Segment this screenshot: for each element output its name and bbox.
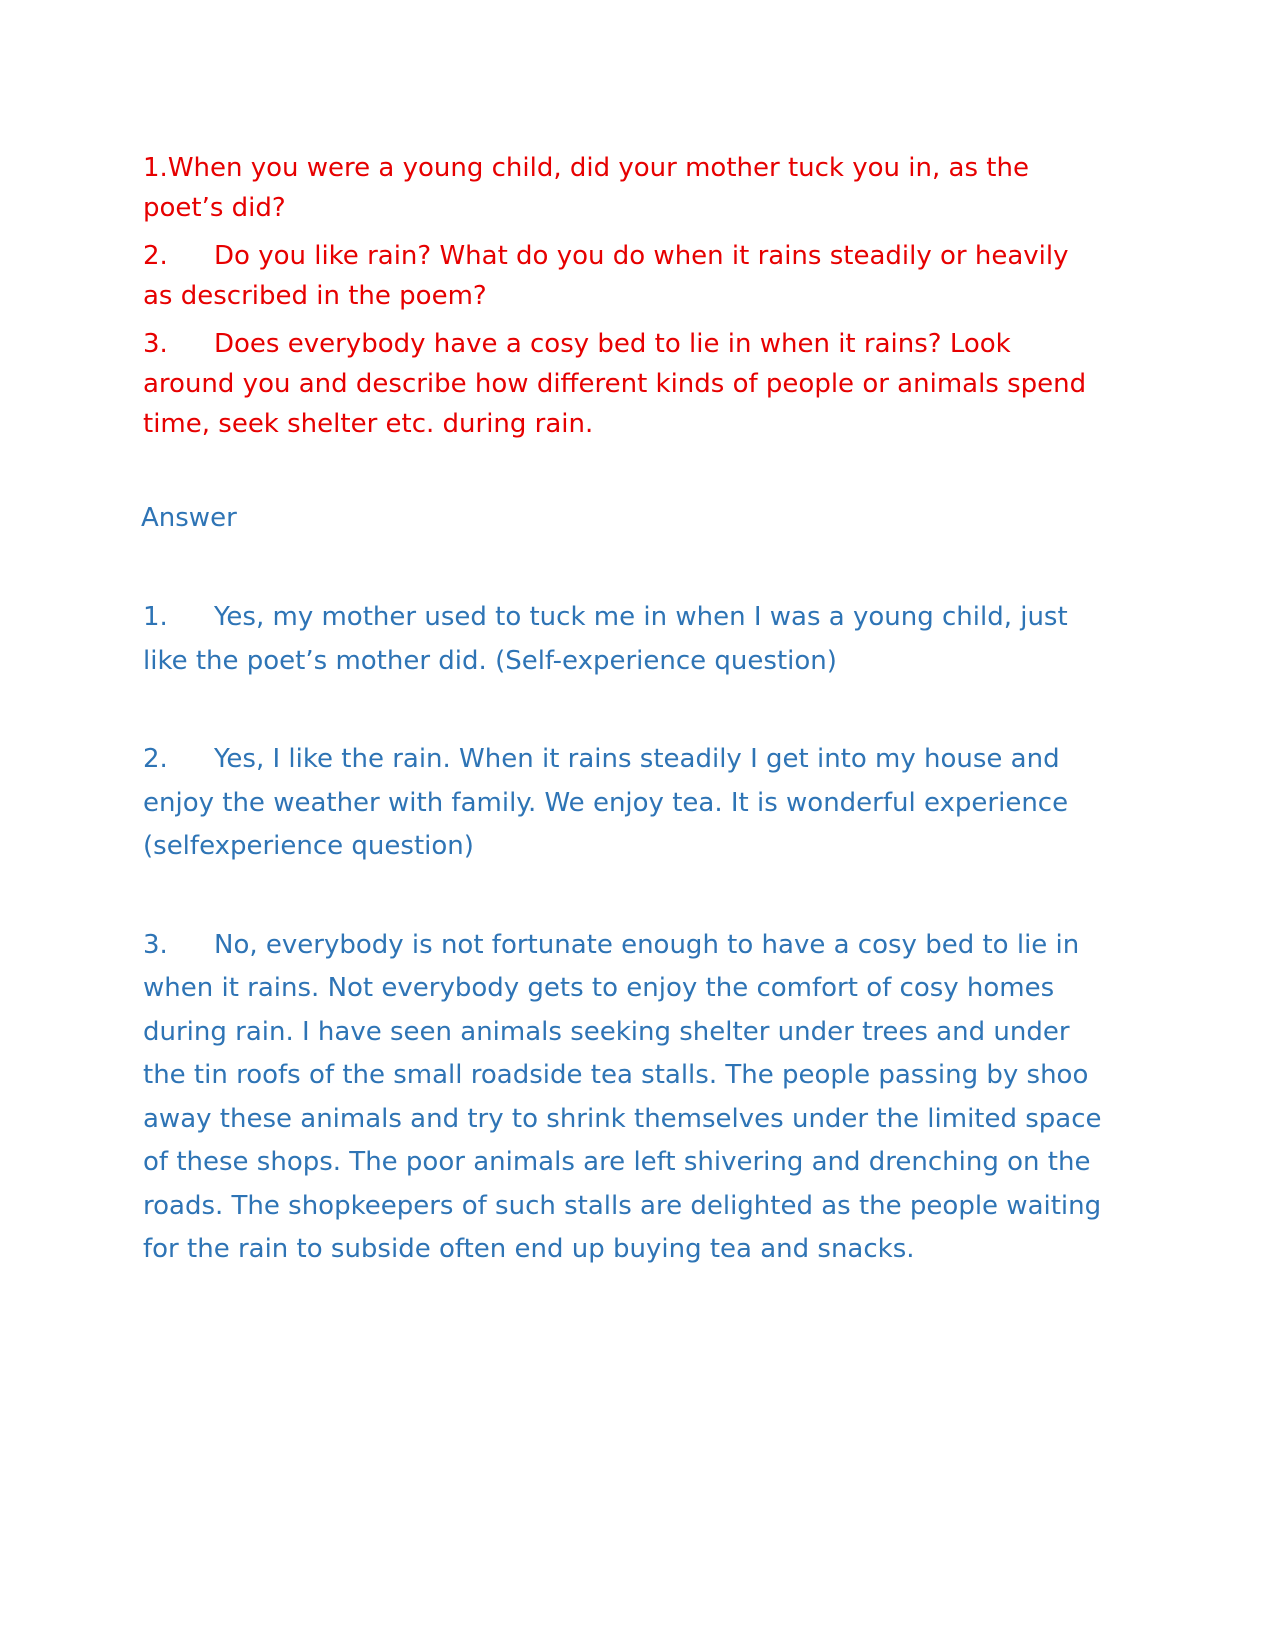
- answer-1: [143, 596, 1103, 683]
- answers-section: [143, 596, 1103, 1272]
- answer-text: No, everybody is not fortunate enough to have a cosy bed to lie in when it rains. Not everybody gets to enjoy the comfort of cosy homes during rain. I have seen animals seeking shelter under trees and under the tin roofs of the small roadside tea stalls. The people passing by shoo away these animals and try to shrink themselves under the limited space of these shops. The poor animals are left shivering and drenching on the roads. The shopkeepers of such stalls are delighted as the people waiting for the rain to subside often end up buying tea and snacks.: [143, 929, 1102, 1264]
- answer-number: 3.: [143, 929, 168, 960]
- answer-3: [143, 924, 1103, 1272]
- question-number: 2.: [143, 241, 168, 271]
- answer-2: [143, 738, 1103, 869]
- question-2: [143, 236, 1103, 316]
- document-page: [143, 148, 1103, 1327]
- question-number: 3.: [143, 329, 168, 359]
- question-text: Do you like rain? What do you do when it rains steadily or heavily as described in the poem?: [143, 241, 1069, 311]
- question-number: 1.: [143, 153, 168, 183]
- questions-section: [143, 148, 1103, 444]
- answer-text: Yes, my mother used to tuck me in when I was a young child, just like the poet’s mother did. (Self-experience question): [143, 602, 1068, 676]
- question-1: [143, 148, 1103, 228]
- answer-number: 1.: [143, 602, 168, 632]
- question-3: [143, 324, 1103, 444]
- answer-number: 2.: [143, 744, 168, 774]
- answer-heading: Answer: [141, 503, 237, 533]
- question-text: Does everybody have a cosy bed to lie in when it rains? Look around you and describe how different kinds of people or animals spend time, seek shelter etc. during rain.: [143, 329, 1087, 439]
- answer-text: Yes, I like the rain. When it rains steadily I get into my house and enjoy the weather with family. We enjoy tea. It is wonderful experience (selfexperience question): [143, 744, 1069, 861]
- question-text: When you were a young child, did your mother tuck you in, as the poet’s did?: [143, 153, 1029, 223]
